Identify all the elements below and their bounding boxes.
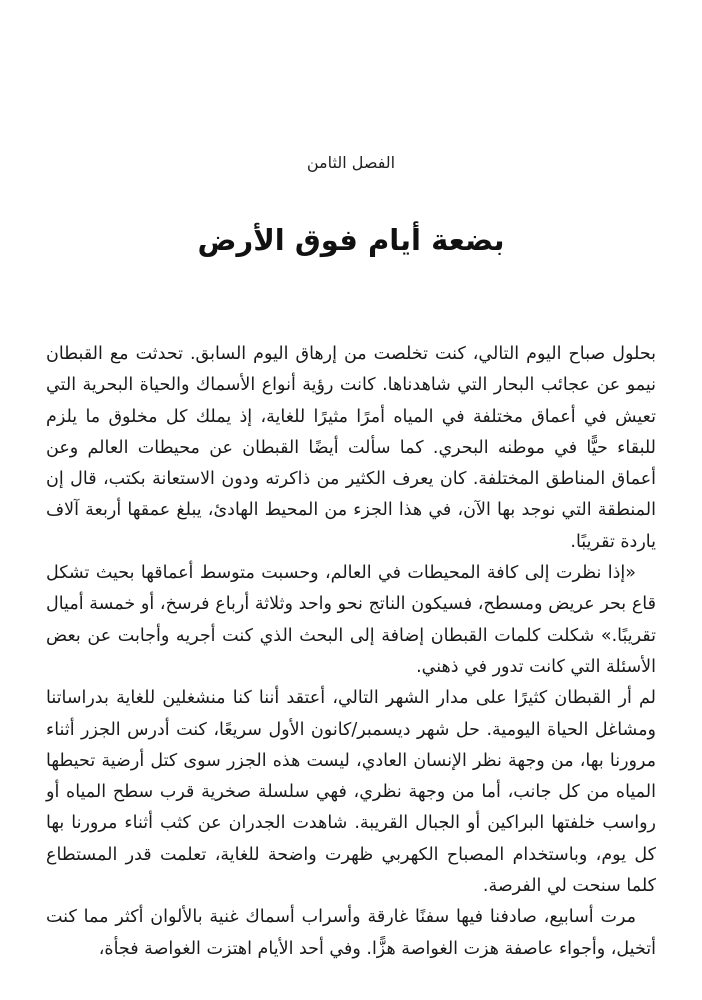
paragraph: بحلول صباح اليوم التالي، كنت تخلصت من إرهاق اليوم السابق. تحدثت مع القبطان نيمو عن عجائب البحار التي شاهدناها. كانت رؤية أنواع الأسماك والحياة البحرية التي تعيش في أعماق مختلفة في المياه أمرًا مثيرًا للغاية، إذ يملك كل مخلوق ما يلزم للبقاء حيًّا في موطنه البحري. كما سألت أيضًا القبطان عن محيطات العالم وعن أعماق المناطق المختلفة. كان يعرف الكثير من ذاكرته ودون الاستعانة بكتب، قال إن المنطقة التي نوجد بها الآن، في هذا الجزء من المحيط الهادئ، يبلغ عمقها أربعة آلاف ياردة تقريبًا. (46, 344, 656, 552)
paragraph: «إذا نظرت إلى كافة المحيطات في العالم، وحسبت متوسط أعماقها بحيث تشكل قاع بحر عريض ومسطح، فسيكون الناتج نحو واحد وثلاثة أرباع فرسخ، أو خمسة أميال تقريبًا.» شكلت كلمات القبطان إضافة إلى البحث الذي كنت أجريه وأجابت عن بعض الأسئلة التي كانت تدور في ذهني. (46, 563, 656, 677)
chapter-body (46, 339, 656, 965)
chapter-title: بضعة أيام فوق الأرض (197, 223, 505, 257)
chapter-number: الفصل الثامن (306, 153, 396, 172)
paragraph: لم أر القبطان كثيرًا على مدار الشهر التالي، أعتقد أننا كنا منشغلين للغاية بدراساتنا ومشاغل الحياة اليومية. حل شهر ديسمبر/كانون الأول سريعًا، كنت أدرس الجزر أثناء مرورنا بها، من وجهة نظر الإنسان العادي، ليست هذه الجزر سوى كتل أرضية تحيطها المياه من كل جانب، أما من وجهة نظري، فهي سلسلة صخرية قرب سطح المياه أو رواسب خلفتها البراكين أو الجبال القريبة. شاهدت الجدران عن كثب أثناء مرورنا بها كل يوم، وباستخدام المصباح الكهربي ظهرت واضحة للغاية، تعلمت قدر المستطاع كلما سنحت لي الفرصة. (46, 688, 656, 897)
paragraph: مرت أسابيع، صادفنا فيها سفنًا غارقة وأسراب أسماك غنية بالألوان أكثر مما كنت أتخيل، وأجواء عاصفة هزت الغواصة هزًّا. وفي أحد الأيام اهتزت الغواصة فجأة، (46, 907, 656, 959)
